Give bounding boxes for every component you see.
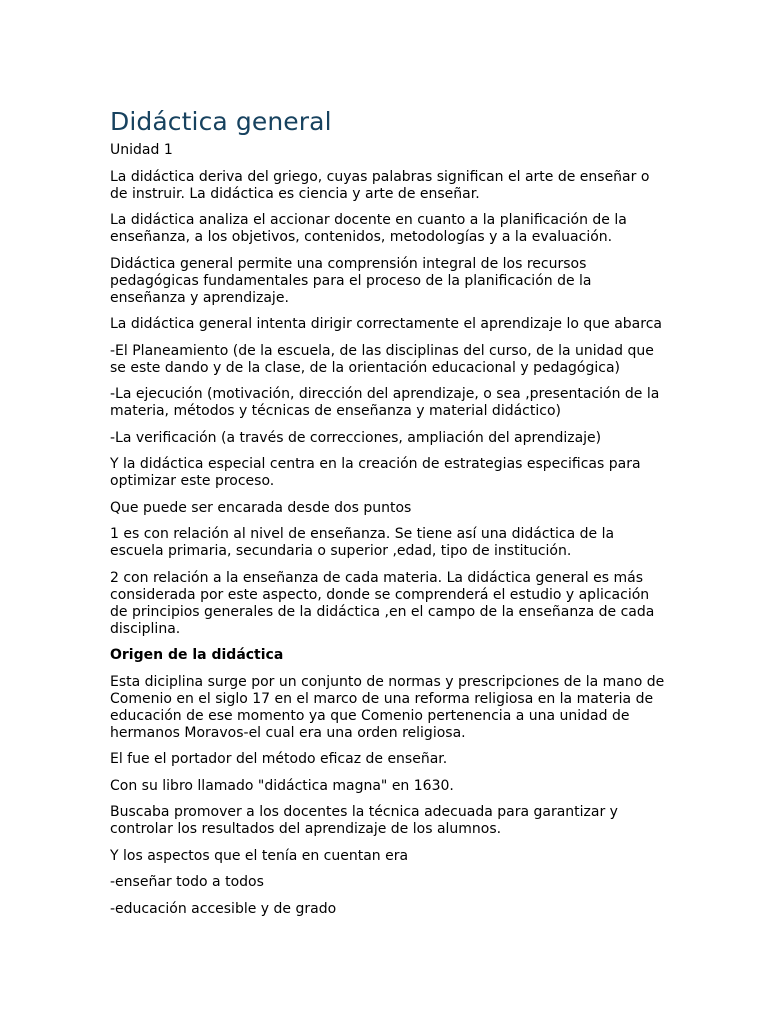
- paragraph: Didáctica general permite una comprensión integral de los recursos pedagógicas fundamentales para el proceso de la planificación de la enseñanza y aprendizaje.: [110, 255, 592, 306]
- paragraph: -educación accesible y de grado: [110, 900, 337, 917]
- paragraph: 1 es con relación al nivel de enseñanza. Se tiene así una didáctica de la escuela primaria, secundaria o superior ,edad, tipo de institución.: [110, 526, 615, 559]
- paragraph: Con su libro llamado "didáctica magna" en 1630.: [110, 777, 454, 794]
- document-body: [110, 142, 666, 918]
- document-title: Didáctica general: [110, 107, 332, 136]
- paragraph: Y los aspectos que el tenía en cuentan era: [110, 847, 409, 864]
- paragraph: -La verificación (a través de correcciones, ampliación del aprendizaje): [110, 429, 602, 446]
- paragraph: Unidad 1: [110, 142, 173, 158]
- paragraph: 2 con relación a la enseñanza de cada materia. La didáctica general es más considerada por este aspecto, donde se comprenderá el estudio y aplicación de principios generales de la didáctica ,en el campo de la enseñanza de cada disciplina.: [110, 569, 655, 637]
- document-page: [110, 106, 666, 927]
- paragraph: La didáctica general intenta dirigir correctamente el aprendizaje lo que abarca: [110, 316, 662, 332]
- paragraph: -El Planeamiento (de la escuela, de las disciplinas del curso, de la unidad que se este dando y de la clase, de la orientación educacional y pedagógica): [110, 342, 654, 376]
- paragraph: La didáctica deriva del griego, cuyas palabras significan el arte de enseñar o de instruir. La didáctica es ciencia y arte de enseñar.: [110, 168, 650, 202]
- paragraph: -enseñar todo a todos: [110, 874, 264, 890]
- paragraph: Y la didáctica especial centra en la creación de estrategias especificas para optimizar este proceso.: [110, 456, 641, 489]
- paragraph: El fue el portador del método eficaz de enseñar.: [110, 751, 448, 767]
- paragraph: Esta diciplina surge por un conjunto de normas y prescripciones de la mano de Comenio en el siglo 17 en el marco de una reforma religiosa en la materia de educación de ese momento ya que Comenio pertenencia a una unidad de hermanos Moravos-el cual era una orden religiosa.: [110, 673, 665, 741]
- paragraph: Que puede ser encarada desde dos puntos: [110, 499, 412, 516]
- paragraph: Buscaba promover a los docentes la técnica adecuada para garantizar y controlar los resultados del aprendizaje de los alumnos.: [110, 804, 618, 837]
- section-heading: Origen de la didáctica: [110, 647, 284, 663]
- paragraph: La didáctica analiza el accionar docente en cuanto a la planificación de la enseñanza, a los objetivos, contenidos, metodologías y a la evaluación.: [110, 212, 627, 245]
- paragraph: -La ejecución (motivación, dirección del aprendizaje, o sea ,presentación de la materia, métodos y técnicas de enseñanza y material didáctico): [110, 386, 660, 419]
